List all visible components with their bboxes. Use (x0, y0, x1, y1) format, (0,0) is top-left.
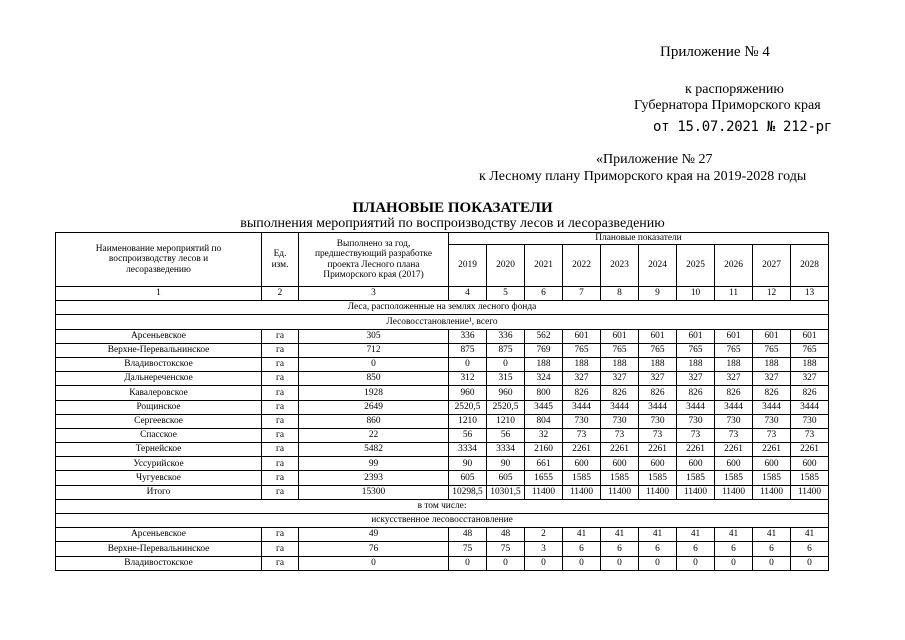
row-plan-value: 75 (487, 542, 525, 556)
header-year: 2020 (487, 245, 525, 287)
row-plan-value: 6 (715, 542, 753, 556)
row-unit: га (262, 400, 299, 414)
row-plan-value: 1585 (715, 471, 753, 485)
attachment-number: Приложение № 4 (660, 44, 770, 60)
row-done-2017: 305 (299, 329, 449, 343)
section-row (56, 514, 829, 528)
row-name: Владивостокское (56, 357, 262, 371)
row-done-2017: 860 (299, 414, 449, 428)
row-name: Итого (56, 485, 262, 499)
row-plan-value: 2261 (753, 443, 791, 457)
section-title: Лесовосстановление¹, всего (56, 315, 829, 329)
column-number: 13 (791, 287, 829, 301)
row-plan-value: 826 (791, 386, 829, 400)
row-plan-value: 6 (791, 542, 829, 556)
row-unit: га (262, 357, 299, 371)
row-plan-value: 2261 (563, 443, 601, 457)
row-name: Владивостокское (56, 556, 262, 570)
column-number: 1 (56, 287, 262, 301)
row-plan-value: 0 (677, 556, 715, 570)
row-plan-value: 661 (525, 457, 563, 471)
row-plan-value: 601 (753, 329, 791, 343)
row-plan-value: 11400 (753, 485, 791, 499)
row-plan-value: 3 (525, 542, 563, 556)
row-plan-value: 11400 (639, 485, 677, 499)
row-plan-value: 765 (715, 343, 753, 357)
row-unit: га (262, 457, 299, 471)
row-plan-value: 11400 (563, 485, 601, 499)
row-plan-value: 73 (715, 428, 753, 442)
row-plan-value: 601 (677, 329, 715, 343)
row-plan-value: 826 (677, 386, 715, 400)
row-plan-value: 2520,5 (449, 400, 487, 414)
row-plan-value: 48 (487, 528, 525, 542)
row-plan-value: 601 (715, 329, 753, 343)
row-plan-value: 800 (525, 386, 563, 400)
row-plan-value: 2261 (715, 443, 753, 457)
row-plan-value: 600 (563, 457, 601, 471)
section-title: Леса, расположенные на землях лесного фонда (56, 301, 829, 315)
row-plan-value: 1210 (449, 414, 487, 428)
row-plan-value: 188 (525, 357, 563, 371)
table-row (56, 357, 829, 371)
table-row (56, 542, 829, 556)
row-plan-value: 188 (791, 357, 829, 371)
row-plan-value: 188 (563, 357, 601, 371)
row-plan-value: 826 (715, 386, 753, 400)
row-name: Спасское (56, 428, 262, 442)
row-plan-value: 312 (449, 372, 487, 386)
row-name: Чугуевское (56, 471, 262, 485)
row-plan-value: 601 (563, 329, 601, 343)
row-plan-value: 730 (677, 414, 715, 428)
row-done-2017: 15300 (299, 485, 449, 499)
row-plan-value: 11400 (715, 485, 753, 499)
row-plan-value: 327 (639, 372, 677, 386)
row-name: Арсеньевское (56, 528, 262, 542)
row-plan-value: 765 (753, 343, 791, 357)
row-plan-value: 41 (677, 528, 715, 542)
row-plan-value: 11400 (677, 485, 715, 499)
row-plan-value: 730 (563, 414, 601, 428)
table-row (56, 471, 829, 485)
row-plan-value: 600 (791, 457, 829, 471)
row-plan-value: 1585 (677, 471, 715, 485)
row-plan-value: 6 (601, 542, 639, 556)
row-plan-value: 188 (753, 357, 791, 371)
row-plan-value: 90 (449, 457, 487, 471)
row-name: Кавалеровское (56, 386, 262, 400)
section-row (56, 315, 829, 329)
row-plan-value: 0 (601, 556, 639, 570)
row-unit: га (262, 343, 299, 357)
section-title: искусственное лесовосстановление (56, 514, 829, 528)
row-name: Уссурийское (56, 457, 262, 471)
row-plan-value: 75 (449, 542, 487, 556)
row-plan-value: 875 (449, 343, 487, 357)
row-plan-value: 1585 (753, 471, 791, 485)
row-plan-value: 3334 (487, 443, 525, 457)
row-unit: га (262, 386, 299, 400)
row-plan-value: 3445 (525, 400, 563, 414)
row-plan-value: 6 (563, 542, 601, 556)
row-name: Рощинское (56, 400, 262, 414)
row-plan-value: 804 (525, 414, 563, 428)
order-reference-line1: к распоряжению (685, 82, 784, 97)
table-row (56, 443, 829, 457)
column-number: 3 (299, 287, 449, 301)
row-plan-value: 765 (601, 343, 639, 357)
row-plan-value: 315 (487, 372, 525, 386)
row-plan-value: 765 (639, 343, 677, 357)
row-plan-value: 765 (677, 343, 715, 357)
row-plan-value: 327 (563, 372, 601, 386)
row-plan-value: 730 (791, 414, 829, 428)
row-plan-value: 601 (791, 329, 829, 343)
row-name: Сергеевское (56, 414, 262, 428)
table-row (56, 457, 829, 471)
row-plan-value: 41 (715, 528, 753, 542)
row-plan-value: 826 (601, 386, 639, 400)
row-plan-value: 327 (677, 372, 715, 386)
table-row (56, 485, 829, 499)
table-row (56, 400, 829, 414)
row-plan-value: 2520,5 (487, 400, 525, 414)
table-row (56, 372, 829, 386)
row-unit: га (262, 471, 299, 485)
row-name: Тернейское (56, 443, 262, 457)
row-plan-value: 3444 (601, 400, 639, 414)
header-year: 2024 (639, 245, 677, 287)
column-number: 2 (262, 287, 299, 301)
row-plan-value: 73 (601, 428, 639, 442)
row-plan-value: 1655 (525, 471, 563, 485)
row-done-2017: 99 (299, 457, 449, 471)
table-row (56, 386, 829, 400)
column-number: 5 (487, 287, 525, 301)
order-date-number: от 15.07.2021 № 212-рг (653, 119, 832, 135)
row-plan-value: 600 (677, 457, 715, 471)
row-done-2017: 76 (299, 542, 449, 556)
row-unit: га (262, 556, 299, 570)
row-plan-value: 3444 (753, 400, 791, 414)
row-plan-value: 0 (449, 556, 487, 570)
row-plan-value: 336 (449, 329, 487, 343)
row-done-2017: 5482 (299, 443, 449, 457)
row-plan-value: 73 (639, 428, 677, 442)
row-plan-value: 0 (639, 556, 677, 570)
document-title: ПЛАНОВЫЕ ПОКАЗАТЕЛИ (352, 200, 553, 216)
table-row (56, 414, 829, 428)
document-subtitle: выполнения мероприятий по воспроизводству лесов и лесоразведению (240, 216, 665, 231)
row-plan-value: 730 (715, 414, 753, 428)
header-year: 2026 (715, 245, 753, 287)
row-plan-value: 327 (791, 372, 829, 386)
row-plan-value: 6 (639, 542, 677, 556)
column-number: 6 (525, 287, 563, 301)
row-plan-value: 0 (753, 556, 791, 570)
row-plan-value: 730 (753, 414, 791, 428)
row-plan-value: 336 (487, 329, 525, 343)
row-plan-value: 3444 (791, 400, 829, 414)
row-done-2017: 49 (299, 528, 449, 542)
row-plan-value: 0 (715, 556, 753, 570)
header-year: 2025 (677, 245, 715, 287)
row-plan-value: 56 (449, 428, 487, 442)
column-number: 8 (601, 287, 639, 301)
row-plan-value: 765 (563, 343, 601, 357)
row-plan-value: 3444 (563, 400, 601, 414)
section-row (56, 301, 829, 315)
row-plan-value: 10301,5 (487, 485, 525, 499)
row-plan-value: 2160 (525, 443, 563, 457)
table-row (56, 556, 829, 570)
row-plan-value: 875 (487, 343, 525, 357)
row-plan-value: 73 (677, 428, 715, 442)
row-plan-value: 324 (525, 372, 563, 386)
row-plan-value: 605 (487, 471, 525, 485)
row-plan-value: 601 (639, 329, 677, 343)
column-number: 4 (449, 287, 487, 301)
row-plan-value: 600 (639, 457, 677, 471)
column-number: 11 (715, 287, 753, 301)
row-plan-value: 188 (601, 357, 639, 371)
row-name: Верхне-Перевальнинское (56, 542, 262, 556)
row-done-2017: 2393 (299, 471, 449, 485)
row-plan-value: 41 (639, 528, 677, 542)
row-plan-value: 3444 (677, 400, 715, 414)
row-plan-value: 56 (487, 428, 525, 442)
row-name: Верхне-Перевальнинское (56, 343, 262, 357)
row-plan-value: 41 (601, 528, 639, 542)
row-done-2017: 712 (299, 343, 449, 357)
row-unit: га (262, 443, 299, 457)
row-plan-value: 188 (639, 357, 677, 371)
row-plan-value: 2 (525, 528, 563, 542)
table-row (56, 329, 829, 343)
row-plan-value: 1585 (639, 471, 677, 485)
row-plan-value: 0 (487, 357, 525, 371)
row-plan-value: 11400 (525, 485, 563, 499)
row-unit: га (262, 428, 299, 442)
row-plan-value: 765 (791, 343, 829, 357)
row-plan-value: 730 (601, 414, 639, 428)
column-number: 9 (639, 287, 677, 301)
row-plan-value: 826 (753, 386, 791, 400)
row-plan-value: 73 (753, 428, 791, 442)
row-plan-value: 3444 (639, 400, 677, 414)
attachment-27-line1: «Приложение № 27 (596, 152, 713, 167)
row-unit: га (262, 485, 299, 499)
row-plan-value: 2261 (791, 443, 829, 457)
row-done-2017: 0 (299, 556, 449, 570)
row-name: Дальнереченское (56, 372, 262, 386)
header-unit: Ед. изм. (262, 233, 299, 287)
table-row (56, 528, 829, 542)
row-plan-value: 601 (601, 329, 639, 343)
row-plan-value: 600 (715, 457, 753, 471)
section-row (56, 499, 829, 513)
indicators-table (55, 232, 829, 571)
row-plan-value: 188 (677, 357, 715, 371)
row-plan-value: 6 (677, 542, 715, 556)
row-name: Арсеньевское (56, 329, 262, 343)
row-plan-value: 600 (601, 457, 639, 471)
row-plan-value: 1585 (563, 471, 601, 485)
row-plan-value: 90 (487, 457, 525, 471)
row-plan-value: 41 (753, 528, 791, 542)
header-year: 2027 (753, 245, 791, 287)
column-number: 12 (753, 287, 791, 301)
table-row (56, 428, 829, 442)
row-plan-value: 562 (525, 329, 563, 343)
row-plan-value: 48 (449, 528, 487, 542)
row-plan-value: 11400 (601, 485, 639, 499)
row-plan-value: 605 (449, 471, 487, 485)
attachment-27-line2: к Лесному плану Приморского края на 2019-2028 годы (479, 169, 807, 184)
row-plan-value: 73 (791, 428, 829, 442)
row-plan-value: 600 (753, 457, 791, 471)
row-plan-value: 730 (639, 414, 677, 428)
header-done-2017: Выполнено за год, предшествующий разработке проекта Лесного плана Приморского края (2017) (299, 233, 449, 287)
header-year: 2022 (563, 245, 601, 287)
row-plan-value: 960 (449, 386, 487, 400)
order-reference-line2: Губернатора Приморского края (634, 98, 821, 113)
row-unit: га (262, 414, 299, 428)
row-plan-value: 826 (563, 386, 601, 400)
header-plan-indicators: Плановые показатели (449, 233, 829, 245)
header-year: 2021 (525, 245, 563, 287)
row-plan-value: 0 (449, 357, 487, 371)
row-unit: га (262, 542, 299, 556)
row-plan-value: 769 (525, 343, 563, 357)
row-plan-value: 0 (563, 556, 601, 570)
row-plan-value: 41 (563, 528, 601, 542)
table-row (56, 343, 829, 357)
row-plan-value: 3334 (449, 443, 487, 457)
row-done-2017: 2649 (299, 400, 449, 414)
row-plan-value: 6 (753, 542, 791, 556)
header-year: 2023 (601, 245, 639, 287)
column-number: 7 (563, 287, 601, 301)
row-unit: га (262, 372, 299, 386)
row-plan-value: 3444 (715, 400, 753, 414)
row-done-2017: 0 (299, 357, 449, 371)
row-plan-value: 1210 (487, 414, 525, 428)
row-plan-value: 32 (525, 428, 563, 442)
header-year: 2028 (791, 245, 829, 287)
header-year: 2019 (449, 245, 487, 287)
row-plan-value: 2261 (639, 443, 677, 457)
row-plan-value: 2261 (601, 443, 639, 457)
row-plan-value: 41 (791, 528, 829, 542)
row-plan-value: 10298,5 (449, 485, 487, 499)
row-plan-value: 188 (715, 357, 753, 371)
row-plan-value: 0 (791, 556, 829, 570)
header-activity-name: Наименование мероприятий по воспроизводству лесов и лесоразведению (56, 233, 262, 287)
row-done-2017: 850 (299, 372, 449, 386)
row-plan-value: 826 (639, 386, 677, 400)
row-plan-value: 0 (525, 556, 563, 570)
row-plan-value: 11400 (791, 485, 829, 499)
row-plan-value: 2261 (677, 443, 715, 457)
row-done-2017: 22 (299, 428, 449, 442)
row-plan-value: 327 (753, 372, 791, 386)
row-unit: га (262, 329, 299, 343)
column-number: 10 (677, 287, 715, 301)
row-plan-value: 327 (601, 372, 639, 386)
row-plan-value: 1585 (601, 471, 639, 485)
row-plan-value: 327 (715, 372, 753, 386)
row-unit: га (262, 528, 299, 542)
row-plan-value: 960 (487, 386, 525, 400)
row-plan-value: 73 (563, 428, 601, 442)
section-title: в том числе: (56, 499, 829, 513)
row-done-2017: 1928 (299, 386, 449, 400)
row-plan-value: 1585 (791, 471, 829, 485)
row-plan-value: 0 (487, 556, 525, 570)
